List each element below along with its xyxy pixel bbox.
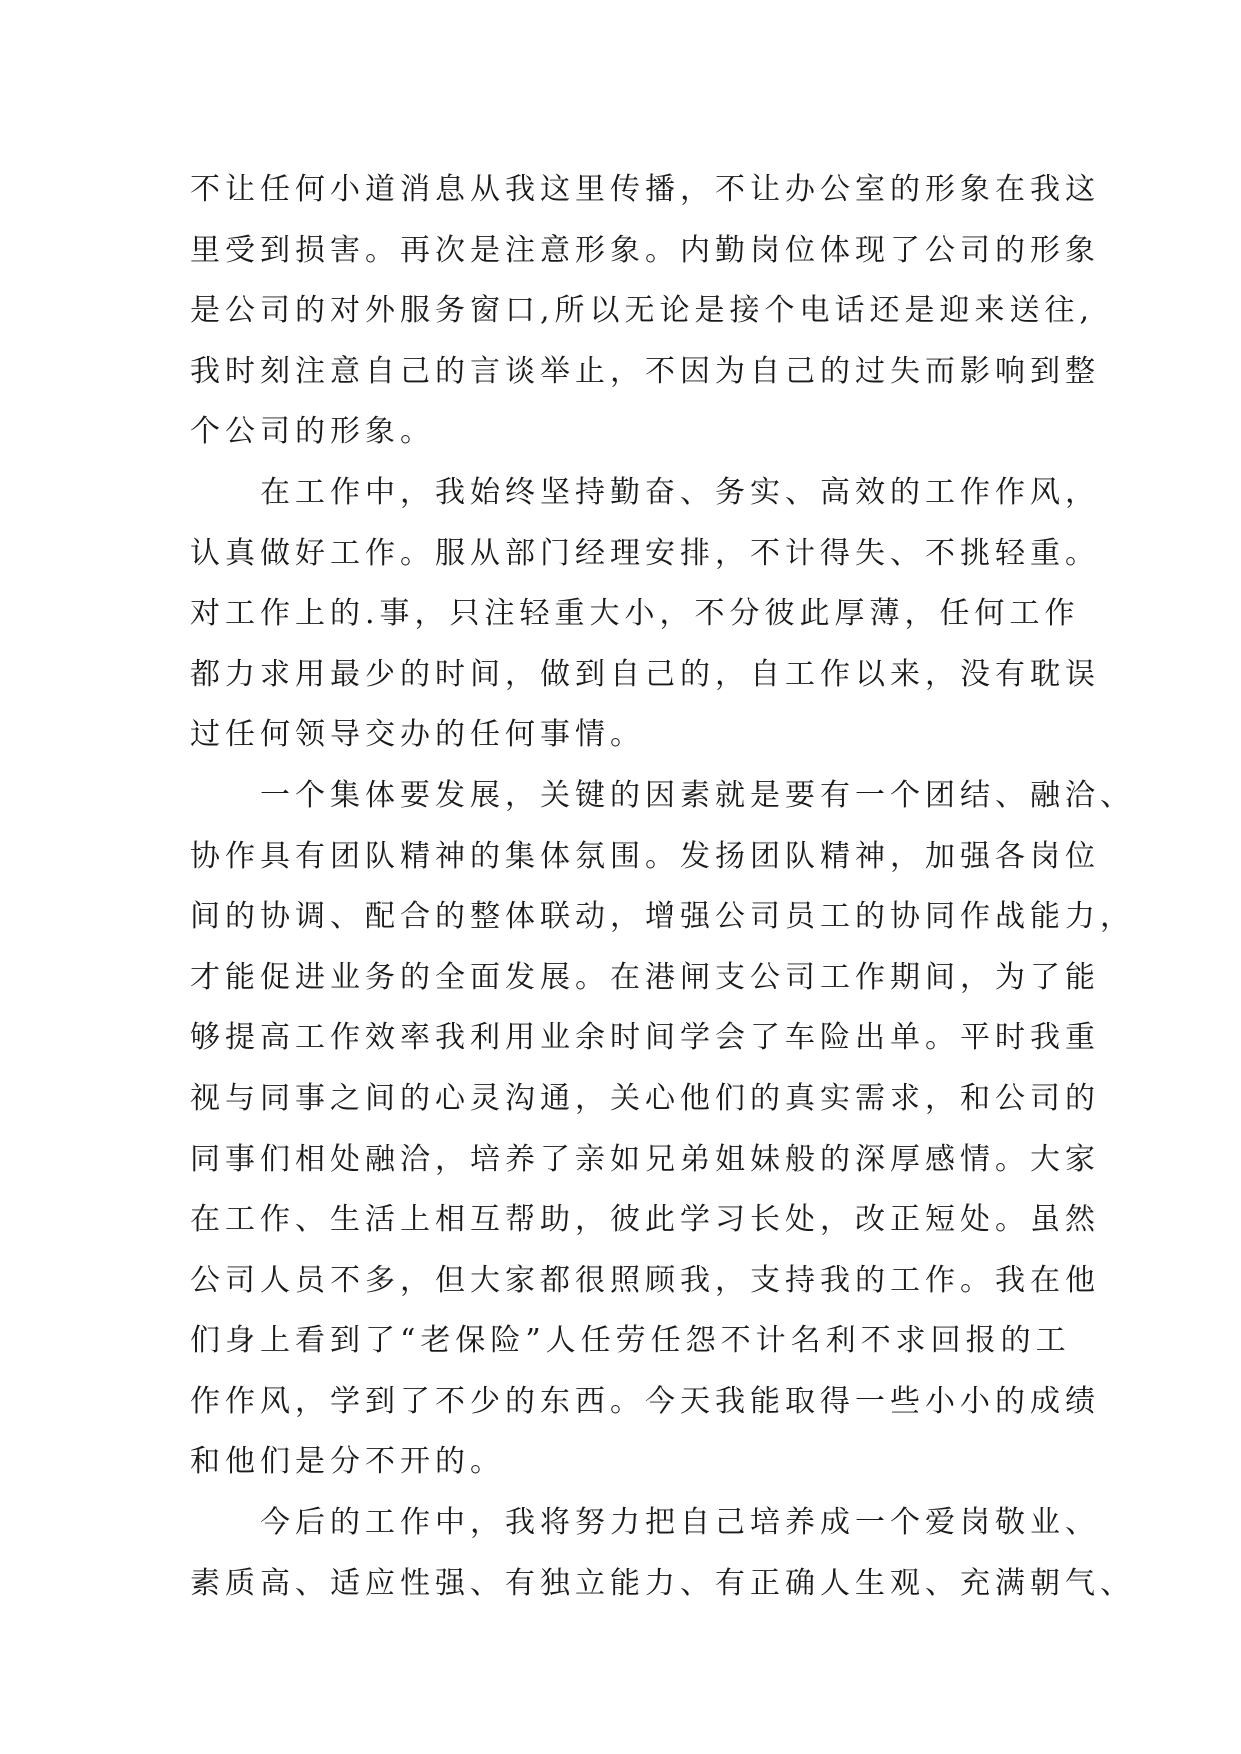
text-line: 素质高、适应性强、有独立能力、有正确人生观、充满朝气、 <box>190 1565 1135 1601</box>
body-text <box>190 160 1135 1614</box>
text-line: 作作风，学到了不少的东西。今天我能取得一些小小的成绩 <box>190 1383 1100 1419</box>
text-line: 同事们相处融洽，培养了亲如兄弟姐妹般的深厚感情。大家 <box>190 1141 1100 1177</box>
text-line: 认真做好工作。服从部门经理安排，不计得失、不挑轻重。 <box>190 535 1100 571</box>
text-line: 都力求用最少的时间，做到自己的，自工作以来，没有耽误 <box>190 656 1100 692</box>
text-line: 个公司的形象。 <box>190 414 435 450</box>
text-line: 我时刻注意自己的言谈举止，不因为自己的过失而影响到整 <box>190 353 1100 389</box>
text-line: 够提高工作效率我利用业余时间学会了车险出单。平时我重 <box>190 1020 1100 1056</box>
text-line: 在工作中，我始终坚持勤奋、务实、高效的工作作风， <box>190 474 1100 510</box>
text-line: 不让任何小道消息从我这里传播，不让办公室的形象在我这 <box>190 172 1100 207</box>
text-line: 在工作、生活上相互帮助，彼此学习长处，改正短处。虽然 <box>190 1202 1100 1238</box>
text-line: 是公司的对外服务窗口,所以无论是接个电话还是迎来送往, <box>190 293 1095 329</box>
text-line: 间的协调、配合的整体联动，增强公司员工的协同作战能力， <box>190 899 1135 935</box>
text-line: 一个集体要发展，关键的因素就是要有一个团结、融洽、 <box>190 777 1135 813</box>
text-line: 才能促进业务的全面发展。在港闸支公司工作期间，为了能 <box>190 959 1100 995</box>
text-line: 公司人员不多，但大家都很照顾我，支持我的工作。我在他 <box>190 1262 1100 1298</box>
text-line: 对工作上的.事，只注轻重大小，不分彼此厚薄，任何工作 <box>190 596 1080 632</box>
text-line: 过任何领导交办的任何事情。 <box>190 717 645 753</box>
text-line: 里受到损害。再次是注意形象。内勤岗位体现了公司的形象 <box>190 232 1100 268</box>
text-line: 视与同事之间的心灵沟通，关心他们的真实需求，和公司的 <box>190 1080 1100 1116</box>
text-line: 今后的工作中，我将努力把自己培养成一个爱岗敬业、 <box>190 1505 1100 1541</box>
text-line: 和他们是分不开的。 <box>190 1444 505 1480</box>
text-line: 协作具有团队精神的集体氛围。发扬团队精神，加强各岗位 <box>190 838 1100 874</box>
text-line: 们身上看到了“老保险”人任劳任怨不计名利不求回报的工 <box>190 1323 1071 1359</box>
